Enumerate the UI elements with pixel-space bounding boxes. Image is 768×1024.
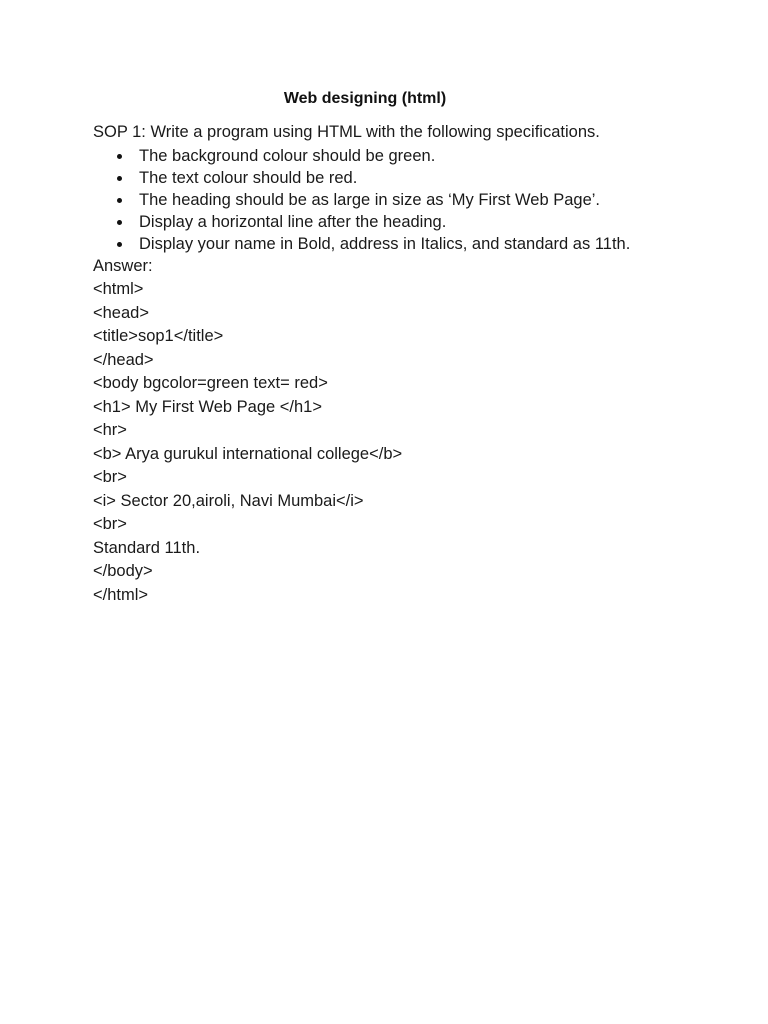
code-line: <br> [93, 515, 127, 533]
code-line: <h1> My First Web Page </h1> [93, 397, 322, 416]
code-line: <b> Arya gurukul international college</b> [93, 444, 403, 463]
code-line: <html> [93, 280, 144, 298]
specification-text: The heading should be as large in size as ‘My First Web Page’. [139, 190, 601, 209]
code-line: <hr> [93, 421, 127, 439]
document-title: Web designing (html) [283, 90, 447, 107]
specification-text: The text colour should be red. [139, 168, 358, 187]
specification-text: Display your name in Bold, address in Italics, and standard as 11th. [139, 234, 631, 253]
specification-item [139, 167, 733, 189]
code-line: <body bgcolor=green text= red> [93, 374, 328, 392]
specification-list [93, 145, 733, 255]
code-line: Standard 11th. [93, 538, 201, 557]
specification-item [139, 233, 733, 255]
code-line: </html> [93, 585, 149, 604]
bullet-icon [117, 242, 122, 247]
specification-text: The background colour should be green. [139, 146, 436, 165]
specification-item [139, 145, 733, 167]
code-line: <i> Sector 20,airoli, Navi Mumbai</i> [93, 491, 364, 510]
code-line: <title>sop1</title> [93, 327, 224, 345]
code-line: <head> [93, 303, 149, 322]
question-text: SOP 1: Write a program using HTML with the following specifications. [93, 123, 600, 141]
specification-item [139, 211, 733, 233]
specification-item [139, 189, 733, 211]
specification-text: Display a horizontal line after the heading. [139, 212, 447, 231]
bullet-icon [117, 176, 122, 181]
code-listing [93, 278, 733, 607]
bullet-icon [117, 198, 122, 203]
bullet-icon [117, 154, 122, 159]
code-line: <br> [93, 468, 127, 486]
code-line: </head> [93, 350, 154, 369]
bullet-icon [117, 220, 122, 225]
code-line: </body> [93, 562, 153, 580]
document-body [93, 121, 733, 607]
answer-label: Answer: [93, 256, 153, 275]
